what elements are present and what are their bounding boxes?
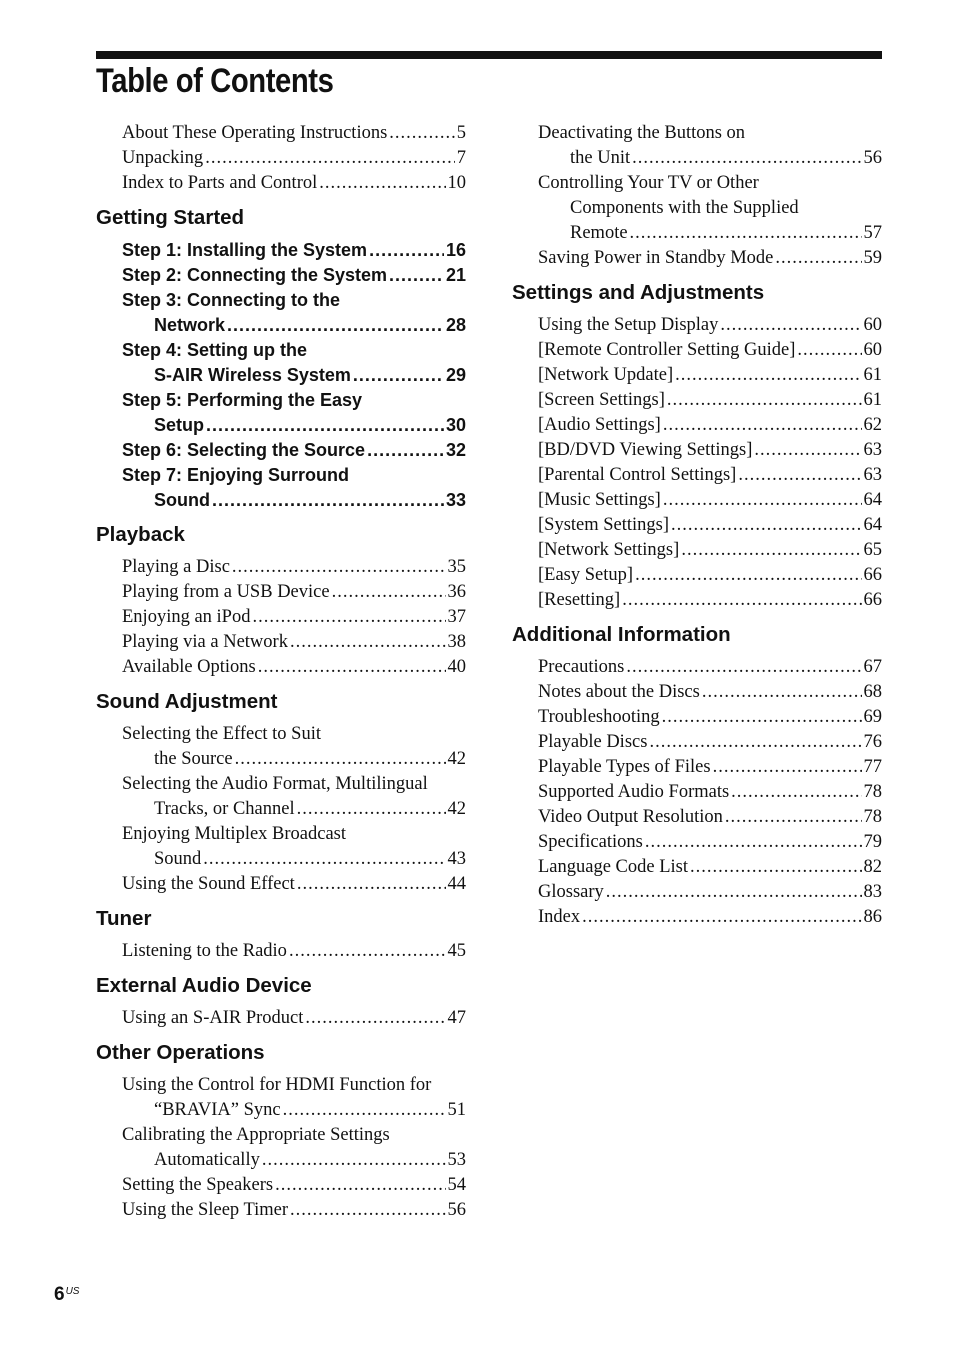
- page-number-value: 6: [54, 1284, 65, 1305]
- entry-title-line: Enjoying Multiplex Broadcast: [122, 824, 347, 844]
- toc-entry[interactable]: [512, 513, 882, 538]
- dot-leader: [305, 1006, 445, 1031]
- entry-title: Playing a Disc: [122, 557, 230, 577]
- toc-entry[interactable]: [96, 238, 466, 263]
- dot-leader: [297, 797, 446, 822]
- entry-page-number: 21: [445, 265, 466, 285]
- entry-title-line: Selecting the Audio Format, Multilingual: [122, 774, 428, 794]
- dot-leader: [675, 363, 861, 388]
- toc-entry[interactable]: [512, 780, 882, 805]
- toc-entry[interactable]: [96, 939, 466, 964]
- entry-title: Glossary: [538, 882, 604, 902]
- entry-page-number: 38: [447, 632, 466, 652]
- entry-title: Notes about the Discs: [538, 682, 700, 702]
- toc-entry[interactable]: [96, 263, 466, 288]
- entry-page-number: 54: [447, 1175, 466, 1195]
- toc-entry[interactable]: [512, 880, 882, 905]
- entry-title: Specifications: [538, 832, 643, 852]
- dot-leader: [663, 488, 862, 513]
- toc-entry[interactable]: [512, 338, 882, 363]
- toc-entry[interactable]: [512, 363, 882, 388]
- dot-leader: [258, 655, 446, 680]
- entry-title: S-AIR Wireless System: [154, 365, 351, 385]
- entry-title: Sound: [154, 849, 202, 869]
- entry-page-number: 82: [863, 857, 882, 877]
- toc-entry[interactable]: [512, 538, 882, 563]
- entry-title: Playing from a USB Device: [122, 582, 330, 602]
- entry-page-number: 42: [447, 799, 466, 819]
- toc-entry[interactable]: [512, 563, 882, 588]
- toc-entry[interactable]: [96, 1198, 466, 1223]
- dot-leader: [731, 780, 861, 805]
- dot-leader: [369, 238, 444, 263]
- entry-title: [BD/DVD Viewing Settings]: [538, 440, 753, 460]
- entry-title-line: Selecting the Effect to Suit: [122, 724, 322, 744]
- toc-entry[interactable]: [512, 313, 882, 338]
- entry-title: Step 6: Selecting the Source: [122, 440, 366, 460]
- entry-title: Setting the Speakers: [122, 1175, 274, 1195]
- entry-title: “BRAVIA” Sync: [154, 1100, 281, 1120]
- entry-page-number: 29: [445, 365, 466, 385]
- entry-title-line: Controlling Your TV or Other: [538, 173, 759, 193]
- entry-page-number: 28: [445, 315, 466, 335]
- dot-leader: [649, 730, 861, 755]
- entry-page-number: 59: [863, 248, 882, 268]
- entry-title: Video Output Resolution: [538, 807, 723, 827]
- dot-leader: [681, 538, 861, 563]
- entry-page-number: 56: [447, 1200, 466, 1220]
- entry-page-number: 77: [863, 757, 882, 777]
- entry-title: [Remote Controller Setting Guide]: [538, 340, 796, 360]
- dot-leader: [389, 263, 444, 288]
- entry-title: Enjoying an iPod: [122, 607, 251, 627]
- entry-page-number: 44: [447, 874, 466, 894]
- dot-leader: [713, 755, 862, 780]
- toc-entry[interactable]: [96, 822, 466, 872]
- entry-page-number: 10: [447, 173, 466, 193]
- dot-leader: [645, 830, 862, 855]
- section-heading-tuner: Tuner: [96, 907, 152, 930]
- dot-leader: [252, 605, 445, 630]
- toc-entry[interactable]: [96, 338, 466, 388]
- toc-entry[interactable]: [96, 438, 466, 463]
- entry-title: Using the Sound Effect: [122, 874, 295, 894]
- entry-title: Using the Sleep Timer: [122, 1200, 288, 1220]
- section-heading-settings-and-adjustments: Settings and Adjustments: [512, 281, 765, 304]
- toc-entry[interactable]: [96, 1173, 466, 1198]
- entry-page-number: 78: [863, 807, 882, 827]
- dot-leader: [203, 847, 445, 872]
- toc-entry[interactable]: [512, 830, 882, 855]
- toc-entry[interactable]: [96, 655, 466, 680]
- dot-leader: [212, 488, 444, 513]
- entry-title: [Audio Settings]: [538, 415, 661, 435]
- toc-entry[interactable]: [512, 655, 882, 680]
- dot-leader: [262, 1148, 446, 1173]
- toc-entry[interactable]: [512, 855, 882, 880]
- entry-page-number: 61: [863, 390, 882, 410]
- entry-title: Automatically: [154, 1150, 260, 1170]
- entry-title: Step 2: Connecting the System: [122, 265, 388, 285]
- toc-entry[interactable]: [96, 630, 466, 655]
- toc-entry[interactable]: [512, 755, 882, 780]
- entry-page-number: 78: [863, 782, 882, 802]
- entry-title: Index to Parts and Control: [122, 173, 318, 193]
- toc-entry[interactable]: [96, 580, 466, 605]
- dot-leader: [206, 413, 444, 438]
- entry-title: Saving Power in Standby Mode: [538, 248, 774, 268]
- dot-leader: [635, 563, 861, 588]
- entry-title: Remote: [570, 223, 628, 243]
- toc-entry[interactable]: [512, 488, 882, 513]
- entry-title: Network: [154, 315, 226, 335]
- entry-page-number: 64: [863, 490, 882, 510]
- toc-entry[interactable]: [96, 388, 466, 438]
- dot-leader: [632, 146, 861, 171]
- dot-leader: [690, 855, 861, 880]
- dot-leader: [626, 655, 861, 680]
- dot-leader: [389, 121, 454, 146]
- toc-entry[interactable]: [512, 680, 882, 705]
- page-number: [54, 1284, 79, 1306]
- entry-page-number: 69: [863, 707, 882, 727]
- entry-title: Unpacking: [122, 148, 204, 168]
- entry-page-number: 61: [863, 365, 882, 385]
- entry-title: [Parental Control Settings]: [538, 465, 737, 485]
- dot-leader: [702, 680, 862, 705]
- entry-page-number: 36: [447, 582, 466, 602]
- toc-entry[interactable]: [96, 722, 466, 772]
- page-title: Table of Contents: [96, 62, 334, 100]
- toc-left-column: [96, 121, 466, 1223]
- entry-title-line: Calibrating the Appropriate Settings: [122, 1125, 390, 1145]
- entry-page-number: 83: [863, 882, 882, 902]
- entry-page-number: 64: [863, 515, 882, 535]
- toc-entry[interactable]: [512, 805, 882, 830]
- entry-title: Index: [538, 907, 581, 927]
- entry-title: About These Operating Instructions: [122, 123, 388, 143]
- entry-title: Tracks, or Channel: [154, 799, 295, 819]
- entry-page-number: 79: [863, 832, 882, 852]
- entry-page-number: 60: [863, 315, 882, 335]
- entry-page-number: 66: [863, 590, 882, 610]
- entry-title: Playable Discs: [538, 732, 648, 752]
- page-number-suffix: US: [65, 1286, 80, 1297]
- section-heading-sound-adjustment: Sound Adjustment: [96, 690, 278, 713]
- entry-page-number: 68: [863, 682, 882, 702]
- entry-title: Playing via a Network: [122, 632, 288, 652]
- entry-title: Supported Audio Formats: [538, 782, 730, 802]
- toc-entry[interactable]: [512, 438, 882, 463]
- toc-entry[interactable]: [96, 555, 466, 580]
- dot-leader: [622, 588, 861, 613]
- toc-entry[interactable]: [512, 171, 882, 246]
- dot-leader: [353, 363, 444, 388]
- dot-leader: [630, 221, 862, 246]
- entry-title: Using an S-AIR Product: [122, 1008, 304, 1028]
- entry-page-number: 76: [863, 732, 882, 752]
- entry-title: the Unit: [570, 148, 631, 168]
- toc-entry[interactable]: [512, 730, 882, 755]
- entry-title: Language Code List: [538, 857, 689, 877]
- dot-leader: [332, 580, 446, 605]
- section-heading-playback: Playback: [96, 523, 185, 546]
- dot-leader: [754, 438, 861, 463]
- toc-entry[interactable]: [512, 246, 882, 271]
- entry-page-number: 16: [445, 240, 466, 260]
- toc-entry[interactable]: [96, 1006, 466, 1031]
- dot-leader: [367, 438, 444, 463]
- toc-entry[interactable]: [512, 388, 882, 413]
- dot-leader: [606, 880, 862, 905]
- toc-entry[interactable]: [512, 705, 882, 730]
- entry-title: [Network Settings]: [538, 540, 680, 560]
- entry-title-line: Step 4: Setting up the: [122, 340, 308, 360]
- entry-title: Using the Setup Display: [538, 315, 719, 335]
- entry-page-number: 5: [456, 123, 466, 143]
- entry-title-line: Step 7: Enjoying Surround: [122, 465, 350, 485]
- section-heading-getting-started: Getting Started: [96, 206, 245, 229]
- dot-leader: [319, 171, 445, 196]
- entry-page-number: 45: [447, 941, 466, 961]
- section-heading-additional-information: Additional Information: [512, 623, 731, 646]
- entry-page-number: 30: [445, 415, 466, 435]
- dot-leader: [205, 146, 455, 171]
- dot-leader: [235, 747, 446, 772]
- entry-page-number: 37: [447, 607, 466, 627]
- entry-page-number: 42: [447, 749, 466, 769]
- toc-entry[interactable]: [512, 905, 882, 930]
- toc-entry[interactable]: [96, 772, 466, 822]
- toc-entry[interactable]: [96, 463, 466, 513]
- entry-page-number: 7: [456, 148, 466, 168]
- entry-page-number: 32: [445, 440, 466, 460]
- toc-entry[interactable]: [96, 1073, 466, 1123]
- entry-title: Troubleshooting: [538, 707, 660, 727]
- dot-leader: [667, 388, 862, 413]
- toc-entry[interactable]: [512, 413, 882, 438]
- dot-leader: [227, 313, 444, 338]
- entry-page-number: 40: [447, 657, 466, 677]
- entry-title: [Easy Setup]: [538, 565, 634, 585]
- entry-page-number: 33: [445, 490, 466, 510]
- entry-title: [Resetting]: [538, 590, 621, 610]
- entry-page-number: 66: [863, 565, 882, 585]
- entry-page-number: 47: [447, 1008, 466, 1028]
- entry-title-line: Deactivating the Buttons on: [538, 123, 746, 143]
- toc-entry[interactable]: [96, 872, 466, 897]
- toc-entry[interactable]: [96, 121, 466, 146]
- section-heading-external-audio-device: External Audio Device: [96, 974, 312, 997]
- entry-page-number: 56: [863, 148, 882, 168]
- toc-entry[interactable]: [96, 171, 466, 196]
- toc-entry[interactable]: [96, 605, 466, 630]
- entry-page-number: 43: [447, 849, 466, 869]
- dot-leader: [297, 872, 446, 897]
- toc-entry[interactable]: [96, 146, 466, 171]
- toc-entry[interactable]: [512, 463, 882, 488]
- header-rule: [96, 51, 882, 59]
- entry-title: Listening to the Radio: [122, 941, 287, 961]
- entry-page-number: 51: [447, 1100, 466, 1120]
- dot-leader: [290, 630, 446, 655]
- entry-title-line: Using the Control for HDMI Function for: [122, 1075, 432, 1095]
- entry-page-number: 63: [863, 465, 882, 485]
- toc-right-column: [512, 121, 882, 930]
- dot-leader: [275, 1173, 445, 1198]
- entry-title: [System Settings]: [538, 515, 670, 535]
- dot-leader: [775, 246, 861, 271]
- entry-title-line: Components with the Supplied: [570, 198, 799, 218]
- dot-leader: [283, 1098, 446, 1123]
- dot-leader: [738, 463, 861, 488]
- dot-leader: [725, 805, 862, 830]
- entry-title-line: Step 3: Connecting to the: [122, 290, 340, 310]
- toc-entry[interactable]: [512, 588, 882, 613]
- section-heading-other-operations: Other Operations: [96, 1041, 265, 1064]
- entry-page-number: 57: [863, 223, 882, 243]
- dot-leader: [290, 1198, 446, 1223]
- dot-leader: [232, 555, 446, 580]
- entry-page-number: 53: [447, 1150, 466, 1170]
- entry-title: Sound: [154, 490, 210, 510]
- entry-title: Precautions: [538, 657, 625, 677]
- entry-title: Step 1: Installing the System: [122, 240, 368, 260]
- toc-entry[interactable]: [96, 1123, 466, 1173]
- toc-entry[interactable]: [96, 288, 466, 338]
- dot-leader: [797, 338, 861, 363]
- dot-leader: [720, 313, 861, 338]
- dot-leader: [289, 939, 446, 964]
- entry-title: Setup: [154, 415, 205, 435]
- entry-page-number: 86: [863, 907, 882, 927]
- entry-title: [Network Update]: [538, 365, 674, 385]
- dot-leader: [662, 705, 862, 730]
- entry-title: [Music Settings]: [538, 490, 661, 510]
- entry-page-number: 62: [863, 415, 882, 435]
- entry-page-number: 35: [447, 557, 466, 577]
- entry-page-number: 65: [863, 540, 882, 560]
- dot-leader: [671, 513, 861, 538]
- entry-page-number: 63: [863, 440, 882, 460]
- dot-leader: [663, 413, 862, 438]
- dot-leader: [582, 905, 861, 930]
- entry-page-number: 67: [863, 657, 882, 677]
- entry-title: Available Options: [122, 657, 256, 677]
- entry-title: the Source: [154, 749, 233, 769]
- entry-title-line: Step 5: Performing the Easy: [122, 390, 363, 410]
- entry-title: Playable Types of Files: [538, 757, 711, 777]
- entry-page-number: 60: [863, 340, 882, 360]
- entry-title: [Screen Settings]: [538, 390, 665, 410]
- toc-entry[interactable]: [512, 121, 882, 171]
